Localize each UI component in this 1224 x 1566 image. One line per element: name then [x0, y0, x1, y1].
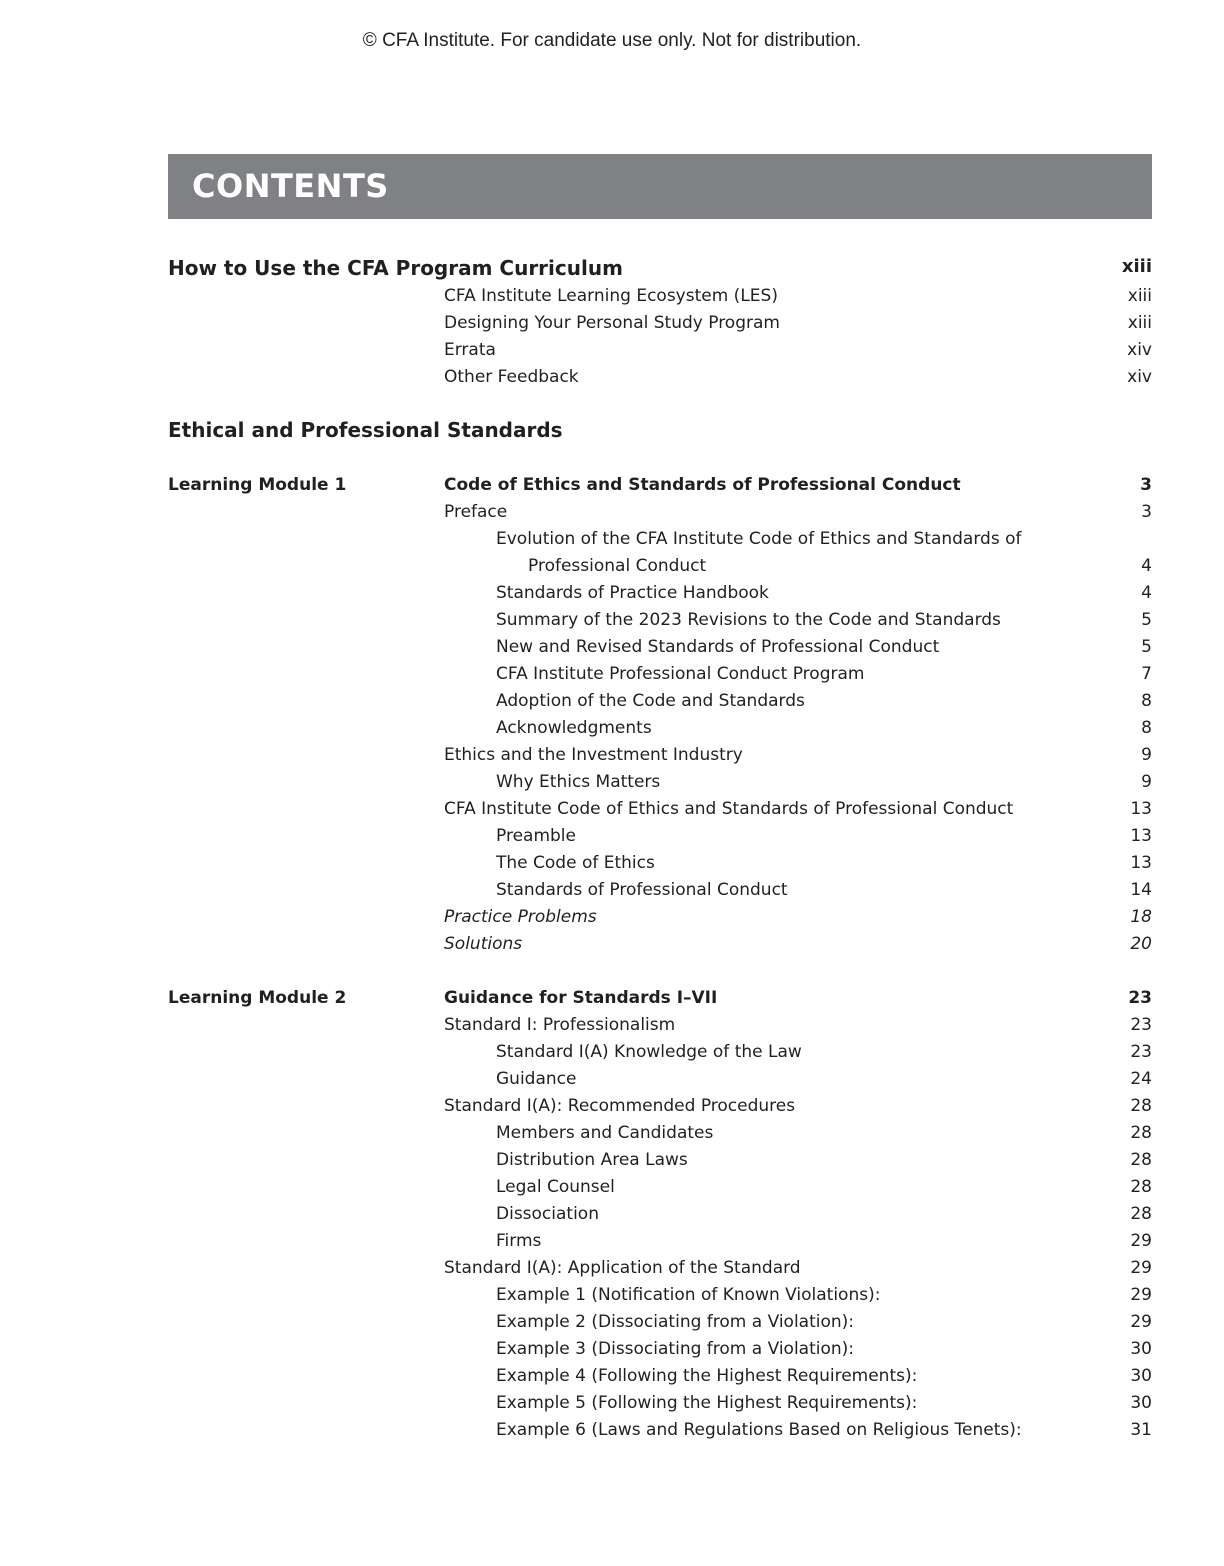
toc-entry-page: 31	[1130, 1420, 1152, 1440]
toc-entry[interactable]	[0, 745, 1224, 772]
toc-entry[interactable]	[0, 583, 1224, 610]
toc-entry[interactable]	[0, 772, 1224, 799]
toc-entry[interactable]	[0, 367, 1224, 394]
toc-entry-page: xiv	[1127, 340, 1152, 360]
toc-entry-page: 29	[1130, 1285, 1152, 1305]
toc-entry[interactable]	[0, 1285, 1224, 1312]
toc-entry-page: xiv	[1127, 367, 1152, 387]
toc-entry[interactable]	[0, 1123, 1224, 1150]
toc-entry-practice-problems[interactable]	[0, 907, 1224, 934]
toc-entry-title: Distribution Area Laws	[496, 1150, 688, 1170]
toc-entry-title: Standard I: Professionalism	[444, 1015, 676, 1035]
toc-entry[interactable]	[0, 1069, 1224, 1096]
toc-entry-page: 23	[1130, 1042, 1152, 1062]
toc-entry-page: 4	[1141, 583, 1152, 603]
toc-entry-continuation[interactable]	[0, 556, 1224, 583]
toc-entry-page: 28	[1130, 1204, 1152, 1224]
toc-entry[interactable]	[0, 286, 1224, 313]
contents-banner	[168, 154, 1152, 219]
toc-entry-title: Firms	[496, 1231, 542, 1251]
toc-entry[interactable]	[0, 1231, 1224, 1258]
toc-entry[interactable]	[0, 502, 1224, 529]
toc-entry-title: Standard I(A): Application of the Standard	[444, 1258, 801, 1278]
toc-entry-page: 7	[1141, 664, 1152, 684]
toc-entry-page: 29	[1130, 1312, 1152, 1332]
toc-entry[interactable]	[0, 691, 1224, 718]
toc-entry-page: 9	[1141, 772, 1152, 792]
toc-entry-page: 5	[1141, 637, 1152, 657]
toc-entry-page: 28	[1130, 1150, 1152, 1170]
toc-entry-title: Why Ethics Matters	[496, 772, 661, 792]
toc-entry-page: 29	[1130, 1231, 1152, 1251]
toc-entry[interactable]	[0, 1015, 1224, 1042]
toc-entry-page: 5	[1141, 610, 1152, 630]
toc-entry-title: Example 6 (Laws and Regulations Based on Religious Tenets):	[496, 1420, 1022, 1440]
toc-entry-page: 3	[1141, 502, 1152, 522]
toc-entry-title: Members and Candidates	[496, 1123, 714, 1143]
toc-entry-title: CFA Institute Professional Conduct Program	[496, 664, 865, 684]
toc-entry-title: Practice Problems	[444, 907, 597, 927]
toc-entry-page: 13	[1130, 826, 1152, 846]
toc-entry-page: xiii	[1121, 256, 1152, 277]
toc-entry-title: Errata	[444, 340, 496, 360]
section-title: Ethical and Professional Standards	[168, 418, 563, 442]
toc-entry-page: xiii	[1127, 286, 1152, 306]
toc-entry-title: Summary of the 2023 Revisions to the Code and Standards	[496, 610, 1001, 630]
toc-entry-title: Other Feedback	[444, 367, 579, 387]
toc-entry-title: Standards of Practice Handbook	[496, 583, 769, 603]
toc-entry-title: Ethics and the Investment Industry	[444, 745, 743, 765]
toc-entry-page: 30	[1130, 1366, 1152, 1386]
toc-entry[interactable]	[0, 1366, 1224, 1393]
toc-entry-page: 18	[1130, 907, 1152, 927]
toc-entry-page: 23	[1128, 988, 1152, 1008]
toc-entry[interactable]	[0, 637, 1224, 664]
toc-entry-title: Guidance for Standards I–VII	[444, 988, 718, 1008]
toc-entry-page: 24	[1130, 1069, 1152, 1089]
toc-entry-title: Standard I(A): Recommended Procedures	[444, 1096, 796, 1116]
toc-entry-title: Acknowledgments	[496, 718, 652, 738]
toc-entry[interactable]	[0, 1042, 1224, 1069]
toc-entry-title: The Code of Ethics	[496, 853, 655, 873]
toc-entry-solutions[interactable]	[0, 934, 1224, 961]
toc-entry-page: 28	[1130, 1177, 1152, 1197]
toc-entry-page: 8	[1141, 718, 1152, 738]
toc-entry-page: 3	[1140, 475, 1152, 495]
toc-entry-title: Preamble	[496, 826, 576, 846]
toc-entry-title: Legal Counsel	[496, 1177, 615, 1197]
toc-entry[interactable]	[0, 1339, 1224, 1366]
toc-entry[interactable]	[0, 529, 1224, 556]
toc-entry-title: Dissociation	[496, 1204, 599, 1224]
toc-entry-page: 28	[1130, 1123, 1152, 1143]
toc-entry[interactable]	[0, 340, 1224, 367]
toc-entry[interactable]	[0, 880, 1224, 907]
toc-entry[interactable]	[0, 610, 1224, 637]
toc-entry-title: Guidance	[496, 1069, 577, 1089]
toc-entry-page: 28	[1130, 1096, 1152, 1116]
toc-entry-page: 30	[1130, 1393, 1152, 1413]
toc-entry-title: How to Use the CFA Program Curriculum	[168, 256, 623, 280]
toc-entry-title: Adoption of the Code and Standards	[496, 691, 805, 711]
toc-entry-title: Standard I(A) Knowledge of the Law	[496, 1042, 802, 1062]
toc-entry[interactable]	[0, 1177, 1224, 1204]
toc-entry[interactable]	[0, 1204, 1224, 1231]
toc-entry[interactable]	[0, 1312, 1224, 1339]
toc-entry[interactable]	[0, 313, 1224, 340]
toc-entry-title: Solutions	[444, 934, 523, 954]
toc-entry[interactable]	[0, 664, 1224, 691]
module-label: Learning Module 1	[168, 475, 347, 495]
toc-entry-page: 30	[1130, 1339, 1152, 1359]
toc-entry-title: Example 1 (Notification of Known Violations):	[496, 1285, 881, 1305]
toc-entry-title: Designing Your Personal Study Program	[444, 313, 780, 333]
toc-entry-page: 4	[1141, 556, 1152, 576]
toc-entry-page: 8	[1141, 691, 1152, 711]
toc-entry[interactable]	[0, 718, 1224, 745]
toc-entry-title: Professional Conduct	[528, 556, 707, 576]
toc-entry-page: 14	[1130, 880, 1152, 900]
toc-entry-page: 29	[1130, 1258, 1152, 1278]
toc-entry-title: Preface	[444, 502, 508, 522]
toc-entry[interactable]	[0, 1393, 1224, 1420]
page-title: CONTENTS	[192, 167, 389, 205]
toc-entry[interactable]	[0, 1096, 1224, 1123]
toc-entry-title: CFA Institute Learning Ecosystem (LES)	[444, 286, 778, 306]
toc-entry[interactable]	[0, 799, 1224, 826]
toc-entry[interactable]	[0, 826, 1224, 853]
toc-entry-page: 20	[1130, 934, 1152, 954]
toc-entry-title: Evolution of the CFA Institute Code of Ethics and Standards of	[496, 529, 1022, 549]
toc-entry[interactable]	[0, 853, 1224, 880]
toc-entry-page: 13	[1130, 853, 1152, 873]
toc-entry-page: 13	[1130, 799, 1152, 819]
toc-entry[interactable]	[0, 1258, 1224, 1285]
toc-entry-title: Example 5 (Following the Highest Requirements):	[496, 1393, 918, 1413]
toc-entry[interactable]	[0, 1420, 1224, 1447]
toc-module-1[interactable]	[0, 475, 1224, 502]
toc-entry-title: New and Revised Standards of Professional Conduct	[496, 637, 940, 657]
module-label: Learning Module 2	[168, 988, 347, 1008]
toc-entry-title: Example 3 (Dissociating from a Violation):	[496, 1339, 855, 1359]
toc-module-2[interactable]	[0, 988, 1224, 1015]
toc-entry-title: Example 4 (Following the Highest Requirements):	[496, 1366, 918, 1386]
toc-entry-title: Standards of Professional Conduct	[496, 880, 788, 900]
toc-entry-page: 23	[1130, 1015, 1152, 1035]
toc-entry-page: 9	[1141, 745, 1152, 765]
toc-entry-page: xiii	[1127, 313, 1152, 333]
toc-entry-how-to-use[interactable]	[0, 256, 1224, 283]
toc-entry-title: Example 2 (Dissociating from a Violation):	[496, 1312, 855, 1332]
toc-entry-title: Code of Ethics and Standards of Professional Conduct	[444, 475, 961, 495]
toc-entry-title: CFA Institute Code of Ethics and Standards of Professional Conduct	[444, 799, 1014, 819]
toc-entry[interactable]	[0, 1150, 1224, 1177]
copyright-notice: © CFA Institute. For candidate use only. Not for distribution.	[362, 30, 862, 51]
